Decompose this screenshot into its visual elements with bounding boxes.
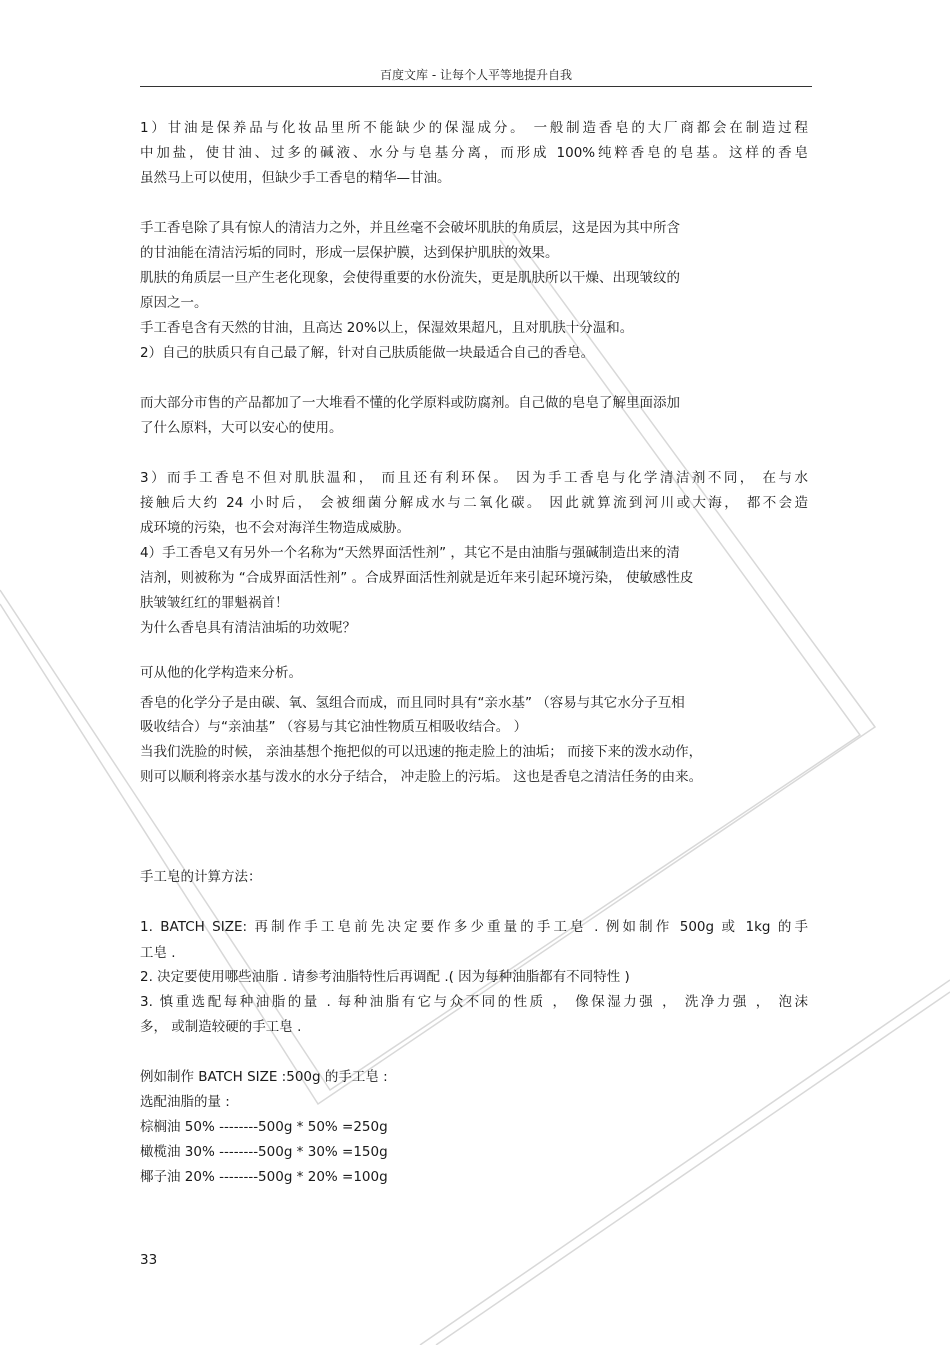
text-line: 接触后大约 24 小时后， 会被细菌分解成水与二氧化碳。 因此就算流到河川或大海， 都不会造 bbox=[140, 495, 808, 511]
text-line: 1. BATCH SIZE: 再制作手工皂前先决定要作多少重量的手工皂 . 例如制作 500g 或 1kg 的手 bbox=[140, 919, 808, 935]
text-line: 3. 慎重选配每种油脂的量 . 每种油脂有它与众不同的性质 ， 像保湿力强 ， 洗净力强 ， 泡沫 bbox=[140, 994, 808, 1010]
text-line: 为什么香皂具有清洁油垢的功效呢？ bbox=[140, 620, 356, 636]
text-line: 选配油脂的量 : bbox=[140, 1094, 230, 1110]
text-line: 4）手工香皂又有另外一个名称为“天然界面活性剂” ，其它不是由油脂与强碱制造出来的清 bbox=[140, 545, 680, 561]
text-line: 则可以顺利将亲水基与泼水的水分子结合， 冲走脸上的污垢。 这也是香皂之清洁任务的由来。 bbox=[140, 769, 703, 785]
text-line: 肌肤的角质层一旦产生老化现象，会使得重要的水份流失，更是肌肤所以干燥、出现皱纹的 bbox=[140, 270, 680, 286]
text-line: 当我们洗脸的时候， 亲油基想个拖把似的可以迅速的拖走脸上的油垢； 而接下来的泼水动作， bbox=[140, 744, 703, 760]
text-line: 手工香皂含有天然的甘油，且高达 20%以上，保湿效果超凡，且对肌肤十分温和。 bbox=[140, 320, 634, 336]
text-line: 成环境的污染，也不会对海洋生物造成威胁。 bbox=[140, 520, 410, 536]
section-heading: 手工皂的计算方法： bbox=[140, 869, 262, 885]
watermark-stroke bbox=[436, 992, 950, 1345]
text-line: 2. 决定要使用哪些油脂 . 请参考油脂特性后再调配 .( 因为每种油脂都有不同特性 ) bbox=[140, 969, 630, 985]
text-line: 而大部分市售的产品都加了一大堆看不懂的化学原料或防腐剂。自己做的皂皂了解里面添加 bbox=[140, 395, 680, 411]
text-line: 可从他的化学构造来分析。 bbox=[140, 665, 302, 681]
recipe-line: 橄榄油 30% --------500g * 30% =150g bbox=[140, 1144, 388, 1160]
recipe-line: 棕榈油 50% --------500g * 50% =250g bbox=[140, 1119, 388, 1135]
text-line: 例如制作 BATCH SIZE :500g 的手工皂 : bbox=[140, 1069, 388, 1085]
text-line: 工皂 . bbox=[140, 945, 176, 961]
text-line: 吸收结合）与“亲油基” （容易与其它油性物质互相吸收结合。 ） bbox=[140, 719, 528, 735]
text-line: 原因之一。 bbox=[140, 295, 208, 311]
text-line: 手工香皂除了具有惊人的清洁力之外，并且丝毫不会破坏肌肤的角质层，这是因为其中所含 bbox=[140, 220, 680, 236]
text-line: 了什么原料，大可以安心的使用。 bbox=[140, 420, 343, 436]
recipe-line: 椰子油 20% --------500g * 20% =100g bbox=[140, 1169, 388, 1185]
text-line: 多， 或制造较硬的手工皂 . bbox=[140, 1019, 302, 1035]
watermark-stroke bbox=[0, 240, 860, 1090]
text-line: 中加盐，使甘油、过多的碱液、水分与皂基分离，而形成 100%纯粹香皂的皂基。这样的香皂 bbox=[140, 145, 808, 161]
text-line: 的甘油能在清洁污垢的同时，形成一层保护膜，达到保护肌肤的效果。 bbox=[140, 245, 559, 261]
text-line: 香皂的化学分子是由碳、氧、氢组合而成，而且同时具有“亲水基” （容易与其它水分子互相 bbox=[140, 695, 685, 711]
text-line: 1）甘油是保养品与化妆品里所不能缺少的保湿成分。 一般制造香皂的大厂商都会在制造过程 bbox=[140, 120, 808, 136]
text-line: 2）自己的肤质只有自己最了解，针对自己肤质能做一块最适合自己的香皂。 bbox=[140, 345, 595, 361]
text-line: 3）而手工香皂不但对肌肤温和， 而且还有利环保。 因为手工香皂与化学清洁剂不同， 在与水 bbox=[140, 470, 808, 486]
page-header: 百度文库 - 让每个人平等地提升自我 bbox=[140, 66, 812, 87]
text-line: 洁剂，则被称为 “合成界面活性剂” 。合成界面活性剂就是近年来引起环境污染， 使敏感性皮 bbox=[140, 570, 694, 586]
text-line: 肤皱皱红红的罪魁祸首！ bbox=[140, 595, 289, 611]
watermark-stroke bbox=[420, 980, 950, 1345]
text-line: 虽然马上可以使用，但缺少手工香皂的精华—甘油。 bbox=[140, 170, 451, 186]
page-number: 33 bbox=[140, 1252, 158, 1268]
